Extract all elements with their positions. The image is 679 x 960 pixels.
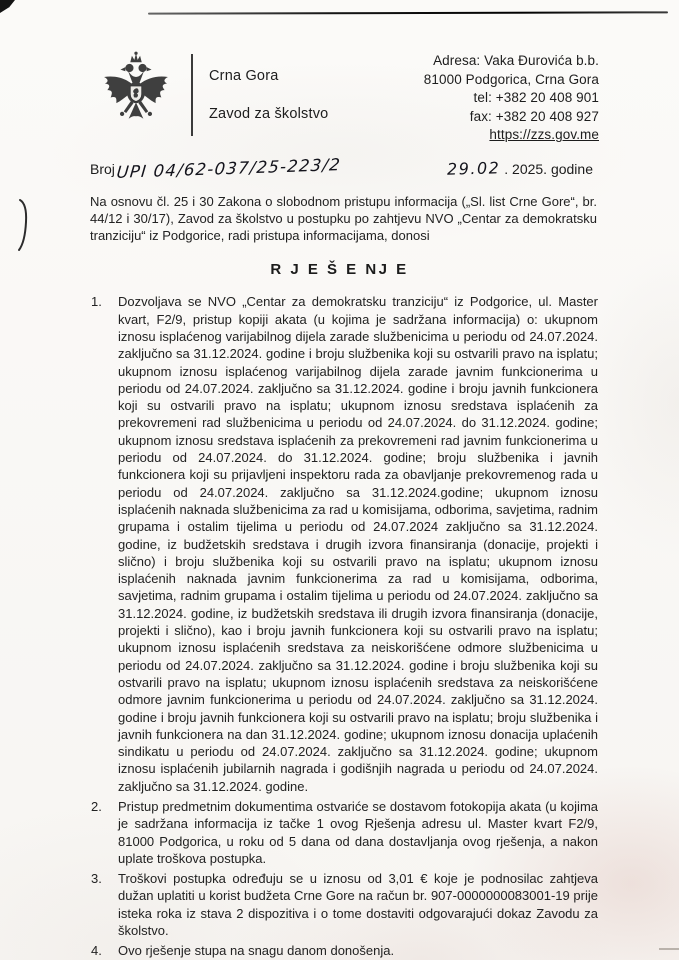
- reference-line: [0, 145, 679, 182]
- reference-label: Broj: [90, 160, 115, 177]
- date-handwritten: 29.02: [446, 157, 501, 179]
- item-text: Troškovi postupka određuju se u iznosu od 3,01 € koje je podnosilac zahtjeva dužan uplatiti u korist budžeta Crne Gore na račun br. 907-0000000083001-19 prije isteka roka iz stava 2 dispozitiva i o tome dostaviti odgovarajući dokaz Zavodu za školstvo.: [118, 871, 598, 939]
- letterhead: [0, 0, 679, 145]
- date-group: [447, 159, 595, 178]
- item-number: 1.: [91, 294, 102, 310]
- decision-item-4: [91, 942, 598, 959]
- pen-bracket-mark: [17, 198, 31, 252]
- org-name: Zavod za školstvo: [209, 106, 329, 122]
- item-number: 3.: [91, 871, 102, 887]
- decision-item-1: [91, 293, 598, 795]
- contact-address-line1: Adresa: Vaka Đurovića b.b.: [433, 53, 599, 68]
- decision-item-3: [91, 870, 598, 939]
- org-names: [205, 68, 328, 122]
- contact-fax: fax: +382 20 408 927: [469, 108, 599, 124]
- document-title: R J E Š E NJ E: [270, 261, 409, 279]
- reference-number-handwritten: UPI 04/62-037/25-223/2: [115, 154, 342, 182]
- date-printed: . 2025. godine: [504, 160, 593, 177]
- contact-block: [424, 50, 599, 145]
- contact-website-link: https://zzs.gov.me: [489, 127, 599, 142]
- item-number: 4.: [91, 943, 102, 959]
- item-number: 2.: [91, 799, 102, 814]
- contact-tel: tel: +382 20 408 901: [473, 90, 599, 105]
- item-text: Dozvoljava se NVO „Centar za demokratsku tranziciju“ iz Podgorice, ul. Master kvart, F2/9, pristup kopiji akata (u kojima je sadržana informacija) o: ukupnom iznosu isplaćenog varijabilnog dijela zarade službenicima u periodu od 24.07.2024. zaključno sa 31.12.2024. godine i broju službenika koji su ostvarili pravo na isplatu; ukupnom iznosu isplaćenog varijabilnog dijela zarade javnim funkcionerima u periodu od 24.07.2024. zaključno sa 31.12.2024. godine i broju javnih funkcionera koji su ostvarili pravo na isplatu; ukupnom iznosu sredstava isplaćenih za prekovremeni rad službenicima u periodu od 24.07.2024. do 31.12.2024. godine; ukupnom iznosu sredstava isplaćenih za prekovremeni rad javnim funkcionerima u periodu od 24.07.2024. do 31.12.2024. godine; broju službenika i javnih funkcionera koji su prijavljeni inspektoru rada za obavljanje prekovremenog rada u periodu od 24.07.2024. zaključno sa 31.12.2024.godine; ukupnom iznosu isplaćenih naknada službenicima za rad u komisijama, odborima, savjetima, radnim grupama i ostalim tijelima u periodu od 24.07.2024 zaključno sa 31.12.2024. godine, iz budžetskih sredstava i drugih izvora finansiranja (donacije, projekti i slično) i broju službenika koji su ostvarili pravo na isplatu; ukupnom iznosu isplaćenih naknada javnim funkcionerima za rad u komisijama, odborima, savjetima, radnim grupama i ostalim tijelima u periodu od 24.07.2024. zaključno sa 31.12.2024. godine, iz budžetskih sredstava ili drugih izvora finansiranja (donacije, projekti i slično), kao i broju javnih funkcionera koji su ostvarili pravo na isplatu; ukupnom iznosu isplaćenih sredstava za neiskorišćene odmore službenicima u periodu od 24.07.2024. zaključno sa 31.12.2024. godine i broju službenika koji su ostvarili pravo na isplatu; ukupnom iznosu isplaćenih sredstava za neiskorišćene odmore javnim funkcionerima u periodu od 24.07.2024. zaključno sa 31.12.2024. godine i broju javnih funkcionera koji su ostvarili pravo na isplatu; broju službenika i javnih funkcionera na dan 31.12.2024. godine; ukupnom iznosu donacija uplaćenih sindikatu u periodu od 24.07.2024. zaključno sa 31.12.2024. godine; ukupnom iznosu isplaćenih jubilarnih nagrada i godišnjih nagrada u periodu od 24.07.2024. zaključno sa 31.12.2024. godine.: [118, 294, 598, 794]
- letterhead-divider: [191, 54, 193, 136]
- org-country: Crna Gora: [209, 68, 279, 84]
- item-text: Pristup predmetnim dokumentima ostvariće se dostavom fotokopija akata (u kojima je sadržana informacija iz tačke 1 ovog Rješenja adresu ul. Master kvart F2/9, 81000 Podgorica, u roku od 5 dana od dana dostavljanja ovog rješenja, a nakon uplate troškova postupka.: [118, 799, 598, 866]
- decision-item-2: [91, 798, 598, 867]
- legal-basis-paragraph: Na osnovu čl. 25 i 30 Zakona o slobodnom pristupu informacija („Sl. list Crne Gore“, br. 44/12 i 30/17), Zavod za školstvo u postupku po zahtjevu NVO „Centar za demokratsku tranziciju“ iz Podgorice, radi pristupa informacijama, donosi: [90, 193, 597, 244]
- scan-bottom-mark: [659, 948, 679, 950]
- item-text: Ovo rješenje stupa na snagu danom donošenja.: [118, 943, 395, 959]
- decision-items: [0, 293, 679, 959]
- montenegro-coat-of-arms-icon: [95, 50, 177, 140]
- contact-address-line2: 81000 Podgorica, Crna Gora: [423, 71, 599, 87]
- letterhead-brand: [95, 50, 328, 140]
